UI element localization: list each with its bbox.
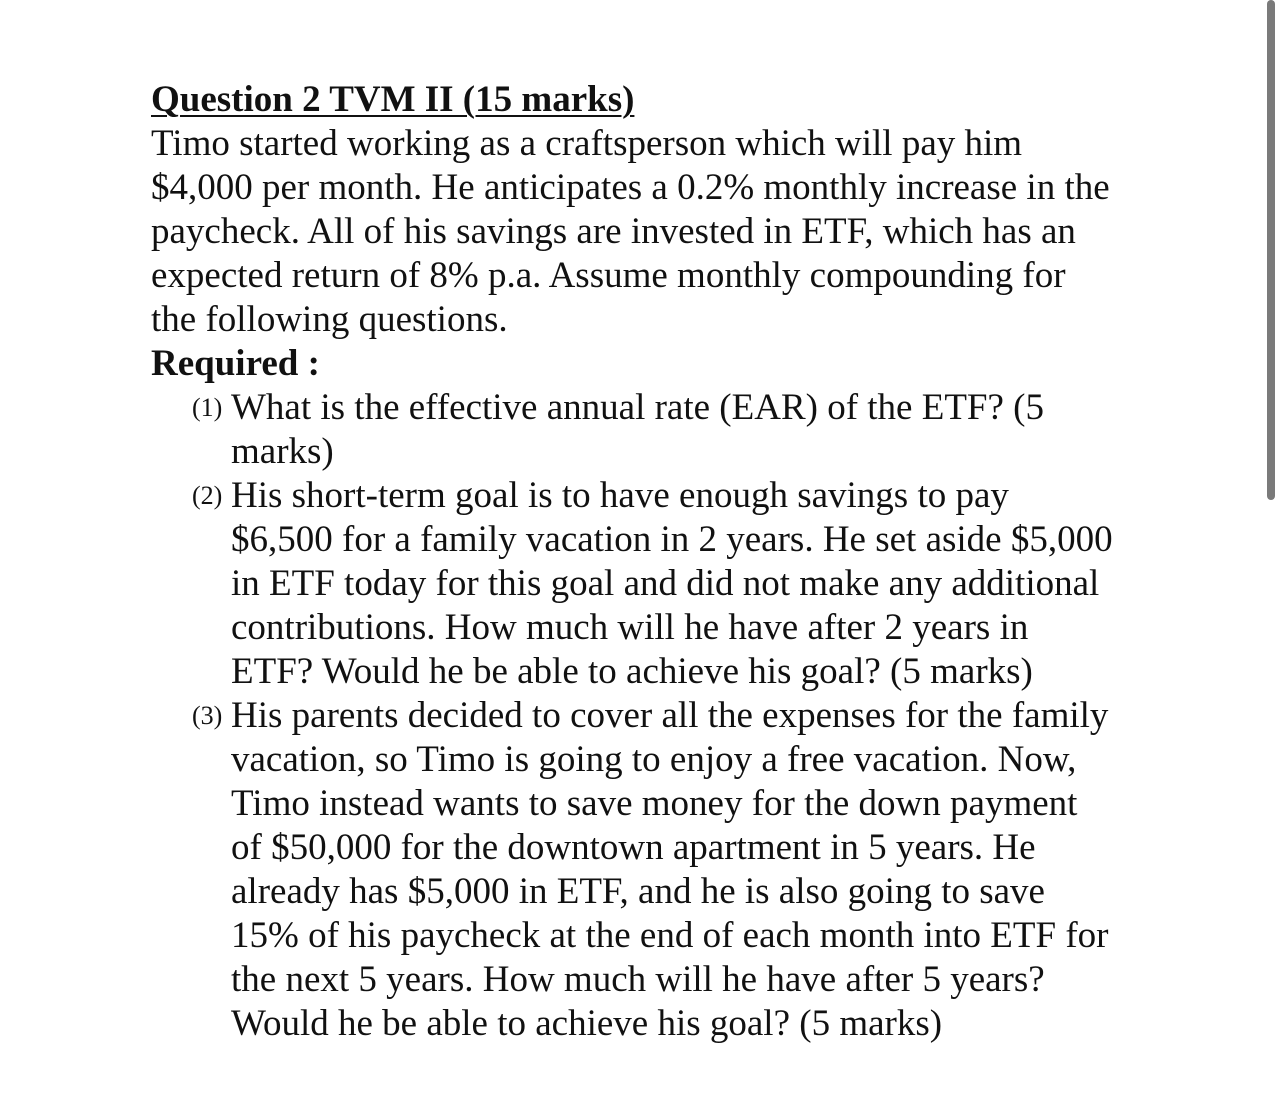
sub-question-line: contributions. How much will he have after 2 years in (231, 607, 1029, 648)
question-title: Question 2 TVM II (15 marks) (151, 79, 635, 120)
question-document (151, 78, 1151, 1046)
sub-question-line: the next 5 years. How much will he have after 5 years? (231, 959, 1045, 1000)
intro-line: Timo started working as a craftsperson which will pay him (151, 123, 1023, 164)
sub-question-line: $6,500 for a family vacation in 2 years. He set aside $5,000 (231, 519, 1113, 560)
sub-question-line: What is the effective annual rate (EAR) of the ETF? (5 (231, 387, 1044, 428)
sub-question-2 (151, 474, 1151, 694)
sub-question-line: in ETF today for this goal and did not make any additional (231, 563, 1100, 604)
intro-line: paycheck. All of his savings are invested in ETF, which has an (151, 211, 1076, 252)
required-heading: Required : (151, 343, 320, 384)
sub-question-line: of $50,000 for the downtown apartment in 5 years. He (231, 827, 1036, 868)
sub-question-number: (2) (192, 481, 223, 510)
sub-question-line: His parents decided to cover all the expenses for the family (231, 695, 1109, 736)
sub-question-line: Timo instead wants to save money for the down payment (231, 783, 1078, 824)
intro-line: expected return of 8% p.a. Assume monthly compounding for (151, 255, 1066, 296)
sub-question-list (151, 386, 1151, 1046)
question-intro (151, 122, 1151, 342)
vertical-scrollbar[interactable] (1267, 0, 1275, 500)
sub-question-line: vacation, so Timo is going to enjoy a free vacation. Now, (231, 739, 1077, 780)
sub-question-line: His short-term goal is to have enough savings to pay (231, 475, 1009, 516)
intro-line: $4,000 per month. He anticipates a 0.2% monthly increase in the (151, 167, 1110, 208)
sub-question-number: (1) (192, 393, 223, 422)
sub-question-line: Would he be able to achieve his goal? (5 marks) (231, 1003, 943, 1044)
sub-question-line: marks) (231, 431, 334, 472)
sub-question-1 (151, 386, 1151, 474)
sub-question-line: already has $5,000 in ETF, and he is also going to save (231, 871, 1045, 912)
sub-question-line: ETF? Would he be able to achieve his goal? (5 marks) (231, 651, 1033, 692)
sub-question-line: 15% of his paycheck at the end of each month into ETF for (231, 915, 1109, 956)
sub-question-3 (151, 694, 1151, 1046)
sub-question-number: (3) (192, 701, 223, 730)
intro-line: the following questions. (151, 299, 508, 340)
